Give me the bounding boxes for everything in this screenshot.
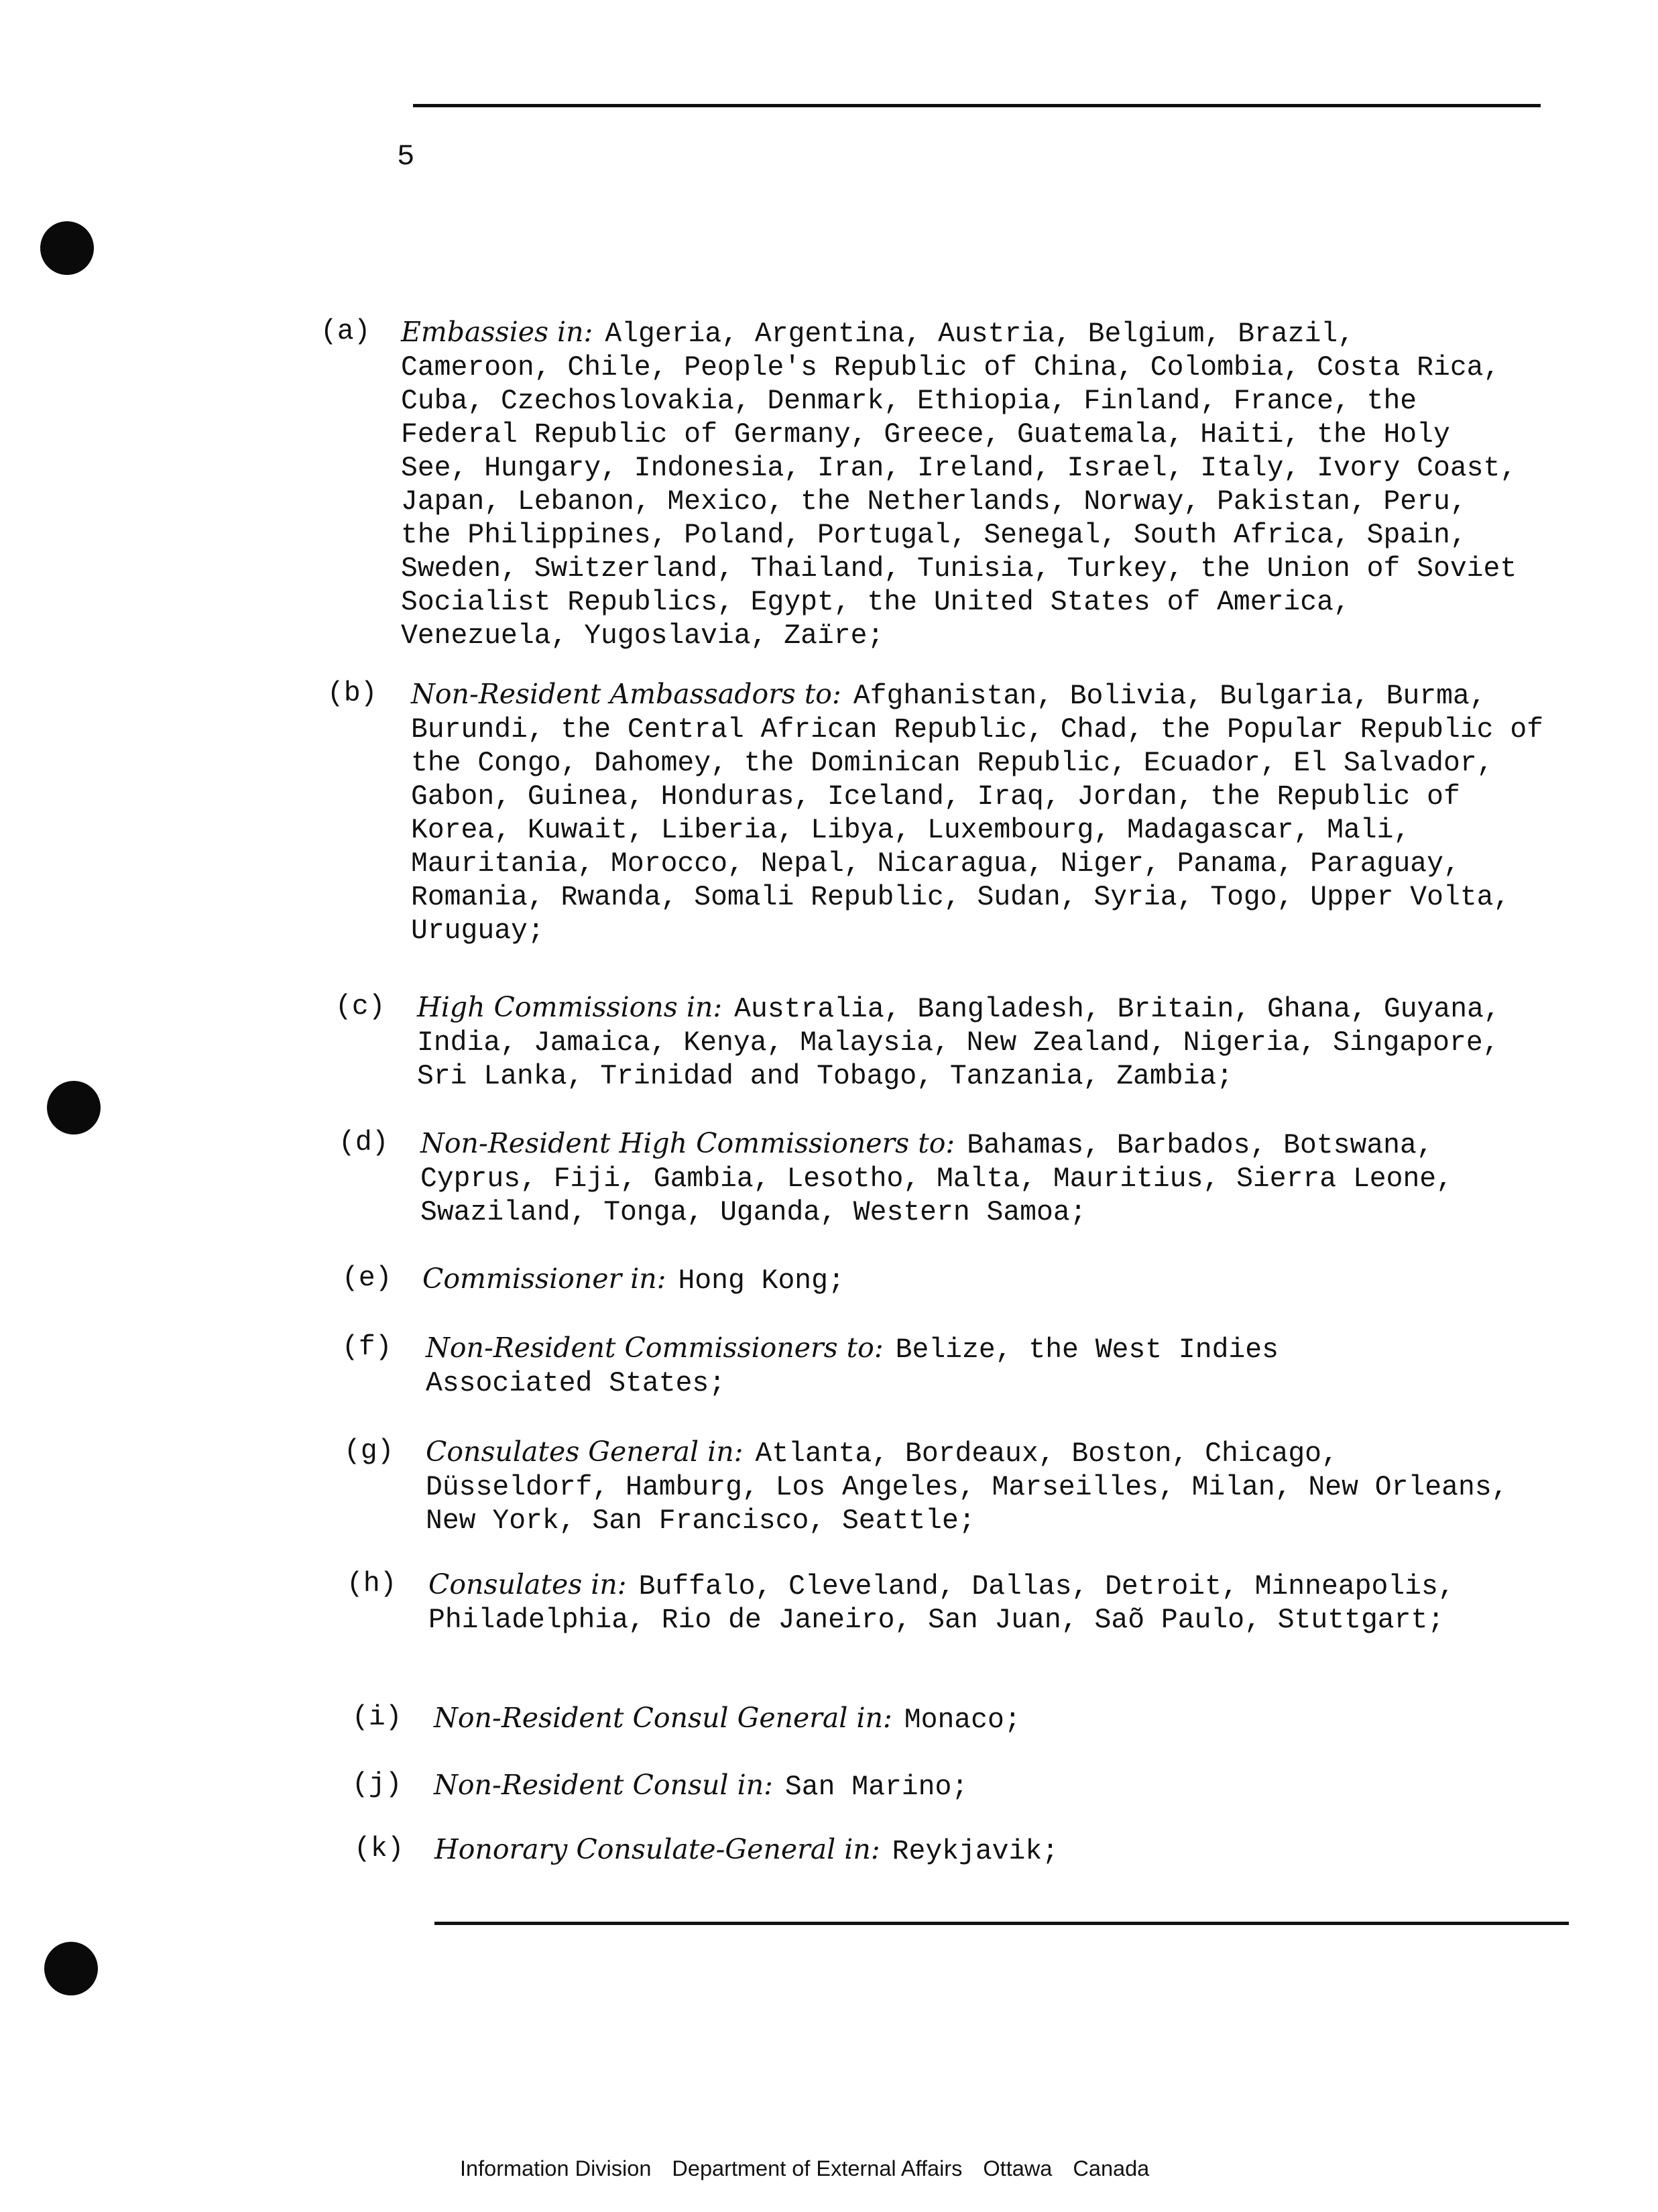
list-item-body <box>428 1568 1474 1637</box>
list-item-heading: Non-Resident Consul General in: <box>434 1702 892 1734</box>
footer-division: Information Division <box>460 2156 652 2180</box>
list-item-text: San Marino; <box>784 1772 969 1803</box>
list-item-label: (g) <box>344 1436 394 1467</box>
list-item-body <box>411 677 1554 948</box>
list-item-body <box>401 315 1517 653</box>
list-item-body <box>426 1435 1512 1538</box>
list-item-label: (j) <box>352 1769 402 1800</box>
list-item-text: Monaco; <box>904 1705 1021 1736</box>
list-item-body <box>434 1768 1550 1804</box>
list-item-heading: Non-Resident High Commissioners to: <box>420 1127 955 1159</box>
footer-department: Department of External Affairs <box>672 2156 963 2180</box>
list-item-label: (k) <box>354 1834 404 1865</box>
list-item-body <box>434 1701 1550 1737</box>
list-item-body <box>434 1832 1551 1869</box>
list-item-label: (i) <box>352 1702 402 1733</box>
list-item-body <box>426 1331 1311 1401</box>
list-item-heading: Non-Resident Ambassadors to: <box>411 678 841 710</box>
list-item-heading: Honorary Consulate-General in: <box>434 1833 880 1865</box>
footer-imprint <box>460 2156 1149 2181</box>
list-item-body <box>420 1126 1520 1230</box>
list-item-label: (h) <box>347 1569 397 1600</box>
list-item-label: (a) <box>320 316 371 347</box>
footer-country: Canada <box>1073 2156 1150 2180</box>
punch-hole-middle <box>47 1081 101 1134</box>
list-item-label: (e) <box>342 1263 392 1294</box>
list-item-text: Atlanta, Bordeaux, Boston, Chicago, Düsseldorf, Hamburg, Los Angeles, Marseilles, Milan, New Orleans, New York, San Francisco, Seattle; <box>426 1439 1508 1537</box>
list-item-text: Hong Kong; <box>678 1266 845 1297</box>
top-rule <box>413 104 1541 107</box>
punch-hole-bottom <box>44 1942 98 1995</box>
list-item-heading: Commissioner in: <box>422 1263 666 1295</box>
list-item-heading: Embassies in: <box>401 316 593 348</box>
list-item-text: Buffalo, Cleveland, Dallas, Detroit, Minneapolis, Philadelphia, Rio de Janeiro, San Juan, Saõ Paulo, Stuttgart; <box>428 1572 1455 1636</box>
list-item-heading: High Commissions in: <box>417 991 723 1023</box>
list-item-body <box>417 990 1543 1094</box>
page-number: 5 <box>397 140 415 174</box>
list-item-text: Australia, Bangladesh, Britain, Ghana, Guyana, India, Jamaica, Kenya, Malaysia, New Zealand, Nigeria, Singapore, Sri Lanka, Trinidad and Tobago, Tanzania, Zambia; <box>417 994 1500 1092</box>
list-item-text: Bahamas, Barbados, Botswana, Cyprus, Fiji, Gambia, Lesotho, Malta, Mauritius, Sierra Leone, Swaziland, Tonga, Uganda, Western Samoa; <box>420 1130 1453 1228</box>
list-item-label: (b) <box>327 679 377 709</box>
list-item-text: Reykjavik; <box>892 1837 1059 1867</box>
list-item-text: Belize, the West Indies Associated States; <box>426 1335 1279 1399</box>
list-item-label: (c) <box>335 992 386 1023</box>
list-item-body <box>422 1262 1539 1298</box>
list-item-label: (d) <box>339 1128 389 1159</box>
list-item-text: Afghanistan, Bolivia, Bulgaria, Burma, Burundi, the Central African Republic, Chad, the Popular Republic of the Congo, Dahomey, the Dominican Republic, Ecuador, El Salvador, Gabon, Guinea, Honduras, Iceland, Iraq, Jordan, the Republic of Korea, Kuwait, Liberia, Libya, Luxembourg, Madagascar, Mali, Mauritania, Morocco, Nepal, Nicaragua, Niger, Panama, Paraguay, Romania, Rwanda, Somali Republic, Sudan, Syria, Togo, Upper Volta, Uruguay; <box>411 681 1544 947</box>
list-item-heading: Non-Resident Commissioners to: <box>426 1332 884 1364</box>
list-item-text: Algeria, Argentina, Austria, Belgium, Brazil, Cameroon, Chile, People's Republic of China, Colombia, Costa Rica, Cuba, Czechoslovakia, Denmark, Ethiopia, Finland, France, the Federal Republic of Germany, Greece, Guatemala, Haiti, the Holy See, Hungary, Indonesia, Iran, Ireland, Israel, Italy, Ivory Coast, Japan, Lebanon, Mexico, the Netherlands, Norway, Pakistan, Peru, the Philippines, Poland, Portugal, Senegal, South Africa, Spain, Sweden, Switzerland, Thailand, Tunisia, Turkey, the Union of Soviet Socialist Republics, Egypt, the United States of America, Venezuela, Yugoslavia, Zaïre; <box>401 319 1517 652</box>
list-item-heading: Consulates General in: <box>426 1436 744 1468</box>
bottom-rule <box>434 1922 1569 1925</box>
list-item-heading: Consulates in: <box>428 1568 627 1600</box>
footer-city: Ottawa <box>983 2156 1053 2180</box>
punch-hole-top <box>40 221 94 275</box>
list-item-label: (f) <box>342 1332 392 1363</box>
list-item-heading: Non-Resident Consul in: <box>434 1769 773 1801</box>
